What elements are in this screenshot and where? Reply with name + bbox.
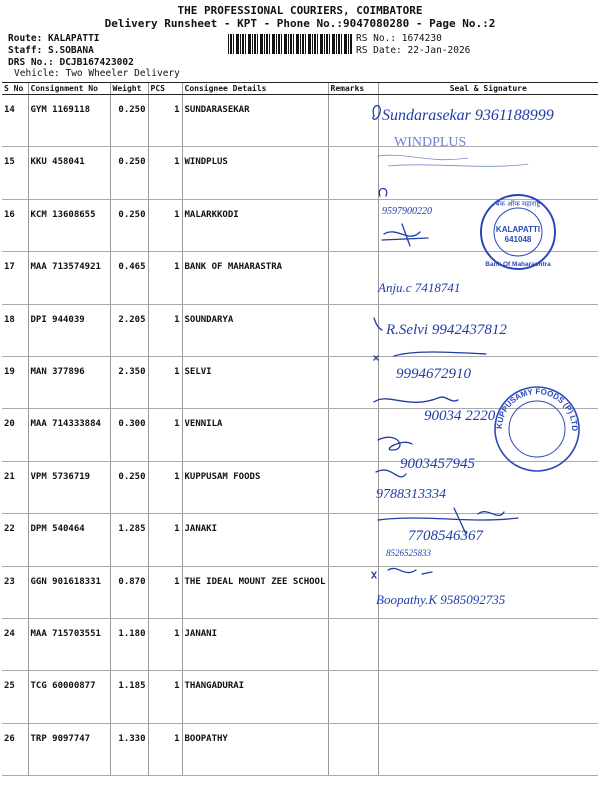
cell-remarks	[328, 723, 378, 775]
cell-pcs: 1	[148, 304, 182, 356]
col-weight: Weight	[110, 83, 148, 95]
sig-22-stroke	[378, 437, 412, 450]
col-sno: S No	[2, 83, 28, 95]
cell-pcs: 1	[148, 409, 182, 461]
cell-weight: 1.180	[110, 618, 148, 670]
cell-weight: 0.465	[110, 252, 148, 304]
cell-pcs: 1	[148, 95, 182, 147]
bank-stamp	[478, 192, 558, 272]
cell-consignee: SOUNDARYA	[182, 304, 328, 356]
sig-20-text: 9994672910	[396, 366, 471, 382]
cell-sno: 15	[2, 147, 28, 199]
staff-label: Staff: S.SOBANA	[8, 45, 94, 56]
cell-consignee: BOOPATHY	[182, 723, 328, 775]
cell-weight: 0.250	[110, 95, 148, 147]
cell-pcs: 1	[148, 147, 182, 199]
sig-19-text: R.Selvi 9942437812	[386, 322, 507, 338]
sig-21-stroke	[374, 397, 458, 402]
cell-consignment-no: VPM 5736719	[28, 461, 110, 513]
sig-16-stroke	[379, 189, 386, 197]
sig-20-stroke	[374, 352, 486, 360]
cell-sno: 21	[2, 461, 28, 513]
sig-23-text: 9788313334	[376, 487, 446, 502]
sig-14-text: Sundarasekar 9361188999	[382, 107, 554, 124]
cell-consignee: THE IDEAL MOUNT ZEE SCHOOL	[182, 566, 328, 618]
cell-sno: 14	[2, 95, 28, 147]
cell-consignment-no: DPM 540464	[28, 514, 110, 566]
cell-consignment-no: MAA 715703551	[28, 618, 110, 670]
cell-consignment-no: TCG 60000877	[28, 671, 110, 723]
drs-label: DRS No.: DCJB167423002	[8, 57, 134, 68]
bank-stamp-code: 641048	[504, 235, 532, 244]
cell-consignee: KUPPUSAM FOODS	[182, 461, 328, 513]
route-label: Route: KALAPATTI	[8, 33, 100, 44]
sig-19-stroke	[374, 318, 382, 330]
col-pcs: PCS	[148, 83, 182, 95]
sig-25-stroke	[372, 568, 432, 578]
sig-21-text: 90034 2220	[424, 408, 496, 424]
sig-22-text: 9003457945	[400, 456, 475, 472]
runsheet-subtitle: Delivery Runsheet - KPT - Phone No.:9047080280 - Page No.:2	[104, 17, 496, 30]
cell-sno: 19	[2, 356, 28, 408]
cell-sno: 18	[2, 304, 28, 356]
sig-25-text: 8526525833	[386, 548, 431, 558]
cell-consignment-no: MAA 713574921	[28, 252, 110, 304]
col-remarks: Remarks	[328, 83, 378, 95]
cell-weight: 2.350	[110, 356, 148, 408]
cell-pcs: 1	[148, 723, 182, 775]
cell-sno: 24	[2, 618, 28, 670]
cell-seal-signature	[378, 723, 598, 775]
cell-consignee: SUNDARASEKAR	[182, 95, 328, 147]
cell-consignee: JANAKI	[182, 514, 328, 566]
cell-weight: 1.185	[110, 671, 148, 723]
cell-pcs: 1	[148, 356, 182, 408]
sig-24-text: 7708546367	[408, 528, 483, 544]
cell-consignee: MALARKKODI	[182, 199, 328, 251]
cell-weight: 0.250	[110, 461, 148, 513]
cell-weight: 0.870	[110, 566, 148, 618]
cell-consignment-no: TRP 9097747	[28, 723, 110, 775]
cell-consignee: BANK OF MAHARASTRA	[182, 252, 328, 304]
col-consignment: Consignment No	[28, 83, 110, 95]
cell-pcs: 1	[148, 461, 182, 513]
vehicle-label: Vehicle: Two Wheeler Delivery	[14, 68, 180, 79]
cell-pcs: 1	[148, 514, 182, 566]
cell-consignment-no: KKU 458041	[28, 147, 110, 199]
barcode	[228, 34, 352, 54]
bank-stamp-bottom: Bank Of Maharashtra	[485, 261, 551, 268]
sig-18-text: Anju.c 7418741	[378, 280, 461, 295]
cell-weight: 0.250	[110, 199, 148, 251]
sig-16-text: 9597900220	[382, 206, 432, 217]
cell-consignee: JANANI	[182, 618, 328, 670]
sig-15-stamp-lines	[378, 155, 528, 166]
cell-sno: 26	[2, 723, 28, 775]
cell-seal-signature	[378, 671, 598, 723]
cell-sno: 23	[2, 566, 28, 618]
cell-weight: 2.205	[110, 304, 148, 356]
kuppusamy-stamp-text: KUPPUSAMY FOODS (P) LTD	[494, 386, 580, 432]
cell-sno: 17	[2, 252, 28, 304]
cell-consignment-no: GGN 901618331	[28, 566, 110, 618]
bank-stamp-branch: KALAPATTI	[495, 225, 541, 234]
table-header-row	[2, 83, 598, 95]
cell-consignment-no: MAA 714333884	[28, 409, 110, 461]
cell-consignee: SELVI	[182, 356, 328, 408]
bank-stamp-top: बैंक ऑफ महाराष्ट्र	[495, 200, 541, 208]
company-title: THE PROFESSIONAL COURIERS, COIMBATORE	[177, 4, 423, 17]
cell-pcs: 1	[148, 671, 182, 723]
cell-pcs: 1	[148, 199, 182, 251]
cell-consignee: WINDPLUS	[182, 147, 328, 199]
kuppusamy-stamp	[492, 384, 582, 474]
signatures-layer	[368, 94, 598, 639]
rs-date: RS Date: 22-Jan-2026	[356, 45, 471, 56]
cell-weight: 0.300	[110, 409, 148, 461]
table-row	[2, 671, 598, 723]
table-row	[2, 723, 598, 775]
cell-sno: 22	[2, 514, 28, 566]
cell-consignee: THANGADURAI	[182, 671, 328, 723]
cell-sno: 16	[2, 199, 28, 251]
cell-consignment-no: GYM 1169118	[28, 95, 110, 147]
col-consignee: Consignee Details	[182, 83, 328, 95]
cell-weight: 1.285	[110, 514, 148, 566]
sig-15-stamp: WINDPLUS	[394, 135, 467, 150]
cell-pcs: 1	[148, 566, 182, 618]
sig-26-name: Boopathy.K 9585092735	[376, 592, 506, 607]
sig-14-stroke	[373, 106, 380, 120]
cell-consignment-no: KCM 13608655	[28, 199, 110, 251]
cell-sno: 20	[2, 409, 28, 461]
cell-pcs: 1	[148, 618, 182, 670]
cell-remarks	[328, 671, 378, 723]
cell-pcs: 1	[148, 252, 182, 304]
cell-sno: 25	[2, 671, 28, 723]
cell-consignment-no: DPI 944039	[28, 304, 110, 356]
cell-consignee: VENNILA	[182, 409, 328, 461]
col-seal-signature: Seal & Signature	[378, 83, 598, 95]
rs-number: RS No.: 1674230	[356, 33, 442, 44]
cell-weight: 0.250	[110, 147, 148, 199]
sig-17	[382, 224, 428, 246]
cell-weight: 1.330	[110, 723, 148, 775]
cell-consignment-no: MAN 377896	[28, 356, 110, 408]
